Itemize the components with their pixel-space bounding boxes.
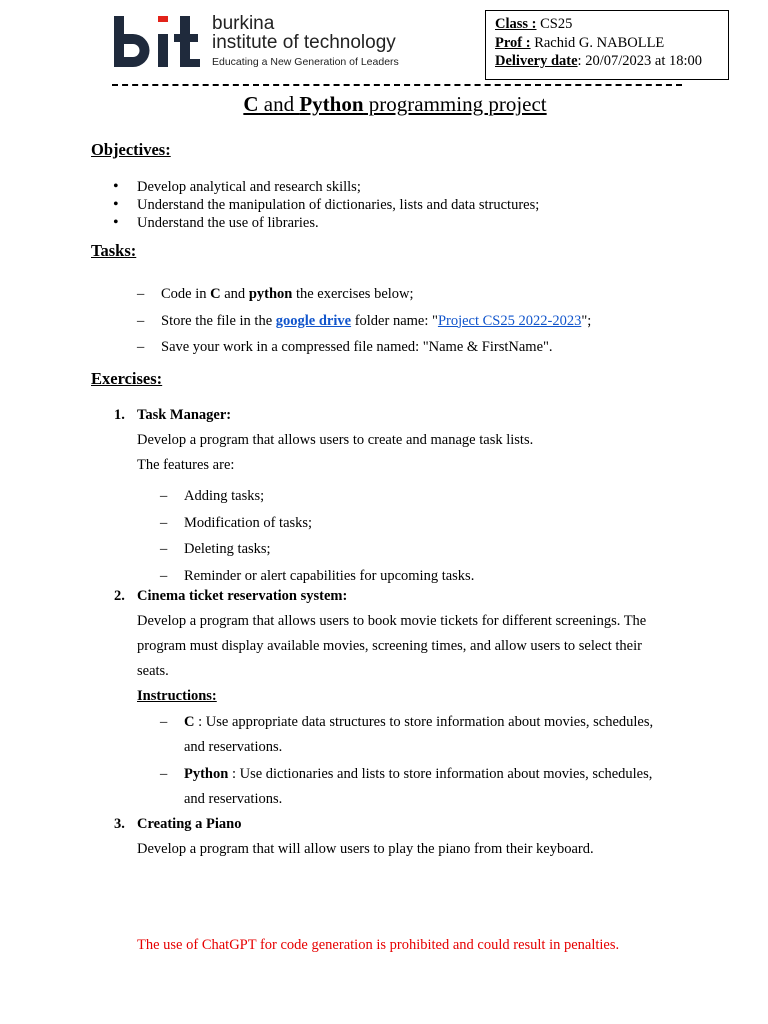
title-rest: programming project — [363, 92, 547, 116]
prof-row — [495, 34, 728, 53]
bit-logo-mark — [114, 14, 206, 70]
instruction-python-line-2: and reservations. — [184, 791, 283, 807]
title-c: C — [243, 92, 259, 116]
logo-line-2: institute of technology — [212, 32, 396, 53]
exercise-1-number: 1. — [114, 407, 125, 423]
list-item: – Store the file in the google drive folder name: "Project CS25 2022-2023"; — [137, 308, 591, 335]
instruction-c-line-1: C : Use appropriate data structures to store information about movies, schedules, — [184, 714, 654, 730]
chatgpt-warning: The use of ChatGPT for code generation is prohibited and could result in penalties. — [137, 937, 620, 953]
prof-label: Prof : — [495, 34, 531, 51]
list-item: – Adding tasks; — [160, 483, 474, 510]
page-title — [0, 92, 768, 117]
instruction-c-line-2: and reservations. — [184, 739, 283, 755]
logo-text — [212, 14, 399, 70]
list-item: – Code in C and python the exercises below; — [137, 281, 591, 308]
list-item: – Deleting tasks; — [160, 536, 474, 563]
exercise-1-features-label: The features are: — [137, 457, 235, 473]
google-drive-link[interactable]: google drive — [275, 312, 352, 329]
institute-logo — [114, 14, 414, 70]
instruction-python-line-1: Python : Use dictionaries and lists to store information about movies, schedules, — [184, 766, 653, 782]
exercise-3-description: Develop a program that will allow users to play the piano from their keyboard. — [137, 841, 594, 857]
exercise-2-title: Cinema ticket reservation system: — [137, 588, 348, 604]
logo-tagline: Educating a New Generation of Leaders — [212, 56, 399, 68]
course-info-box — [485, 10, 729, 80]
project-folder-link[interactable]: Project CS25 2022-2023 — [437, 312, 582, 329]
logo-line-1: burkina — [212, 13, 275, 34]
exercise-3-title: Creating a Piano — [137, 816, 242, 832]
delivery-value: : 20/07/2023 at 18:00 — [577, 53, 703, 69]
exercise-2-desc-line-2: program must display available movies, screening times, and allow users to select their — [137, 638, 642, 654]
delivery-label: Delivery date — [495, 53, 578, 69]
list-item: – Reminder or alert capabilities for upcoming tasks. — [160, 563, 474, 590]
objectives-heading: Objectives: — [91, 140, 171, 159]
tasks-heading: Tasks: — [91, 241, 137, 260]
class-label: Class : — [495, 16, 537, 32]
instructions-label: Instructions: — [137, 688, 217, 704]
objectives-list — [113, 178, 539, 232]
class-value: CS25 — [536, 16, 573, 32]
title-python: Python — [299, 92, 364, 116]
exercise-1-title: Task Manager: — [137, 407, 232, 423]
exercise-1-features — [160, 483, 474, 589]
title-and: and — [258, 92, 300, 116]
class-row — [495, 15, 728, 34]
list-item: – Save your work in a compressed file named: "Name & FirstName". — [137, 334, 591, 361]
dash-bullet: – — [160, 766, 168, 782]
list-item: – Modification of tasks; — [160, 510, 474, 537]
list-item: • Understand the manipulation of dictionaries, lists and data structures; — [113, 196, 539, 214]
exercise-2-desc-line-1: Develop a program that allows users to book movie tickets for different screenings. The — [137, 613, 647, 629]
delivery-row — [495, 52, 728, 71]
exercise-2-number: 2. — [114, 588, 125, 604]
tasks-list — [137, 281, 591, 361]
dash-bullet: – — [160, 714, 168, 730]
exercise-1-description: Develop a program that allows users to create and manage task lists. — [137, 432, 534, 448]
exercise-3-number: 3. — [114, 816, 125, 832]
exercise-2-desc-line-3: seats. — [137, 663, 169, 679]
list-item: • Develop analytical and research skills; — [113, 178, 539, 196]
list-item: • Understand the use of libraries. — [113, 214, 539, 232]
exercises-heading: Exercises: — [91, 369, 163, 388]
prof-value: Rachid G. NABOLLE — [530, 34, 665, 51]
header-divider — [112, 84, 682, 86]
